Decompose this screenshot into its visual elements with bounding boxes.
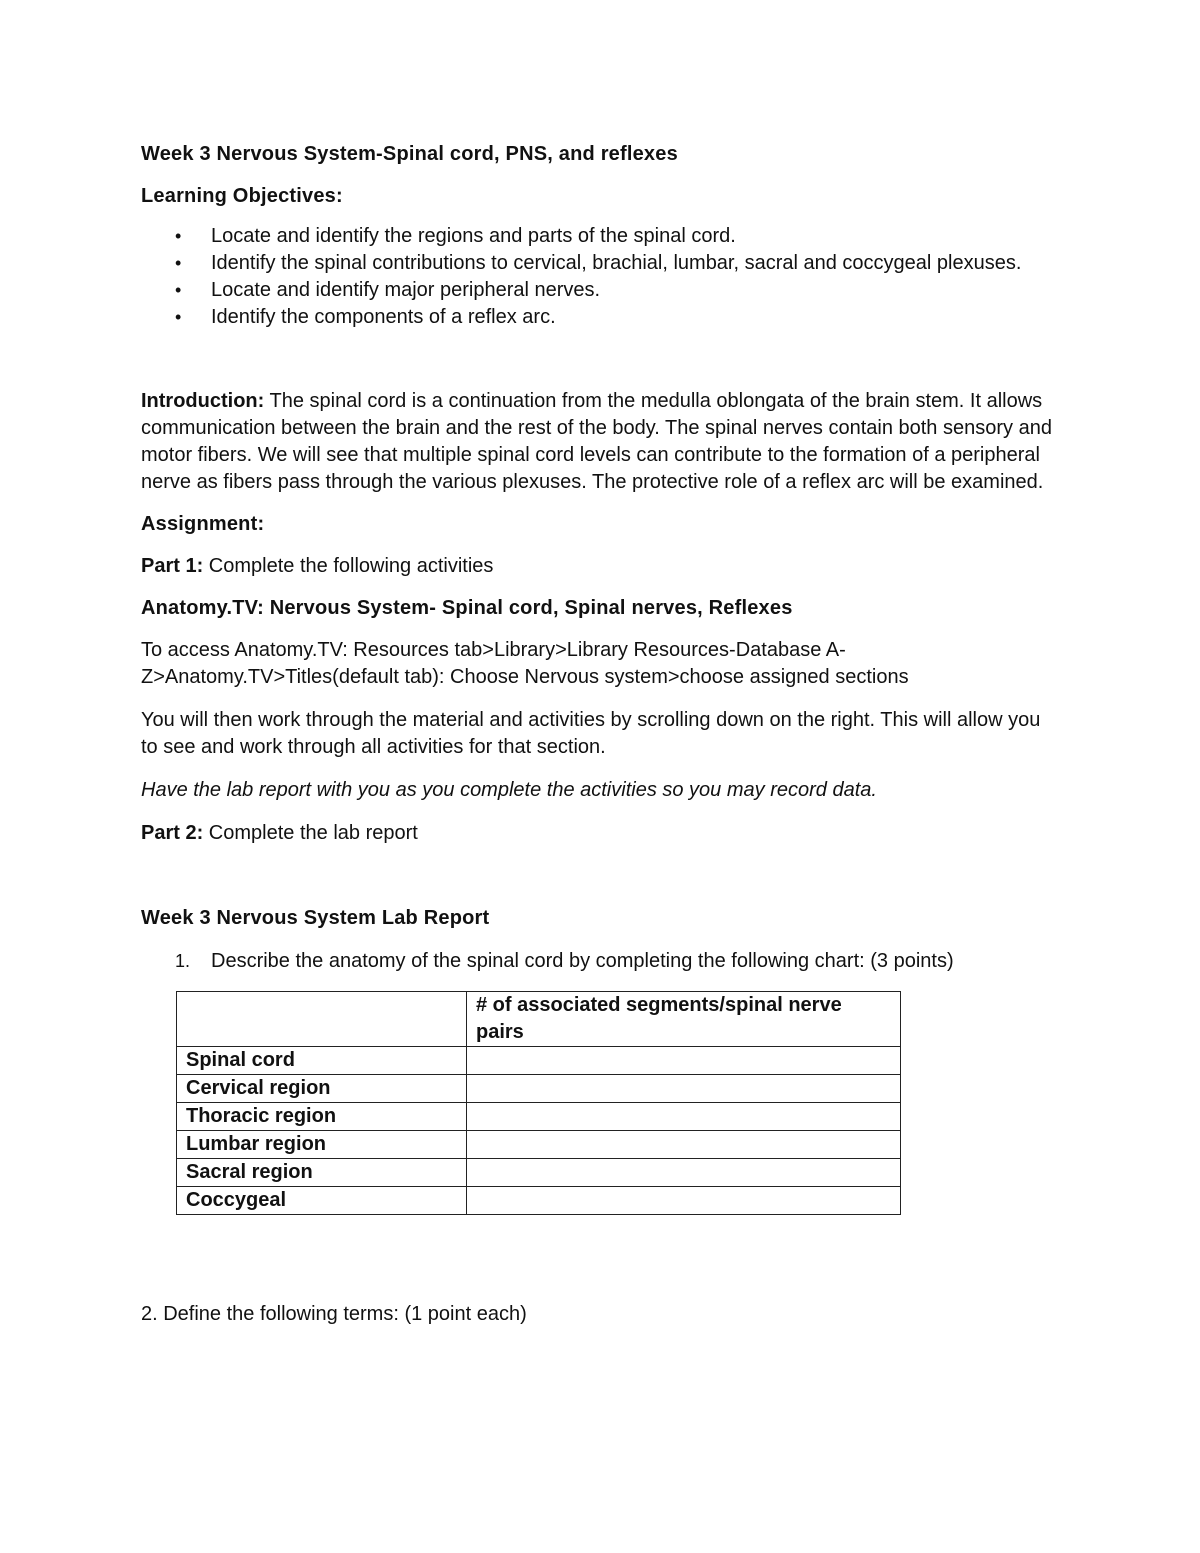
answer-cell[interactable] (467, 1159, 901, 1187)
bullet-icon: • (175, 280, 182, 300)
learning-objectives-list (141, 223, 1061, 331)
row-label: Cervical region (177, 1075, 467, 1103)
part1-label: Part 1: (141, 555, 204, 577)
objective-text: Identify the components of a reflex arc. (211, 306, 556, 328)
bullet-icon: • (175, 226, 182, 246)
question-1-number: 1. (175, 951, 191, 971)
answer-cell[interactable] (467, 1131, 901, 1159)
part1-paragraph (141, 553, 1061, 580)
access-instructions (141, 637, 1061, 691)
question-2: 2. Define the following terms: (1 point each) (141, 1303, 527, 1325)
part2-text: Complete the lab report (203, 822, 418, 844)
part2-paragraph (141, 820, 1061, 847)
answer-cell[interactable] (467, 1047, 901, 1075)
answer-cell[interactable] (467, 1187, 901, 1215)
table-row (177, 1075, 901, 1103)
document-body (141, 141, 1061, 1328)
answer-cell[interactable] (467, 1103, 901, 1131)
spinal-cord-chart (176, 991, 901, 1215)
table-header-cell: # of associated segments/spinal nerve pairs (467, 992, 901, 1047)
learning-objectives-heading: Learning Objectives: (141, 185, 343, 207)
row-label: Sacral region (177, 1159, 467, 1187)
anatomy-heading: Anatomy.TV: Nervous System- Spinal cord, Spinal nerves, Reflexes (141, 597, 793, 619)
question-1-text: Describe the anatomy of the spinal cord by completing the following chart: (3 points) (211, 950, 954, 972)
access-line-2: Z>Anatomy.TV>Titles(default tab): Choose Nervous system>choose assigned sections (141, 666, 909, 688)
work-paragraph: You will then work through the material and activities by scrolling down on the right. This will allow you to see and work through all activities for that section. (141, 709, 1041, 758)
document-title: Week 3 Nervous System-Spinal cord, PNS, and reflexes (141, 143, 678, 165)
table-row (177, 1047, 901, 1075)
part1-text: Complete the following activities (203, 555, 494, 577)
list-item (141, 304, 1061, 331)
report-title: Week 3 Nervous System Lab Report (141, 907, 490, 929)
introduction-label: Introduction: (141, 390, 265, 412)
list-item (141, 277, 1061, 304)
introduction-text: The spinal cord is a continuation from the medulla oblongata of the brain stem. It allows communication between the brain and the rest of the body. The spinal nerves contain both sensory and motor fibers. We will see that multiple spinal cord levels can contribute to the formation of a peripheral nerve as fibers pass through the various plexuses. The protective role of a reflex arc will be examined. (141, 390, 1052, 493)
row-label: Lumbar region (177, 1131, 467, 1159)
access-line-1: To access Anatomy.TV: Resources tab>Library>Library Resources-Database A- (141, 639, 846, 661)
row-label: Coccygeal (177, 1187, 467, 1215)
table-row (177, 1187, 901, 1215)
objective-text: Locate and identify major peripheral nerves. (211, 279, 601, 301)
row-label: Spinal cord (177, 1047, 467, 1075)
objective-text: Identify the spinal contributions to cervical, brachial, lumbar, sacral and coccygeal plexuses. (211, 252, 1022, 274)
list-item (141, 223, 1061, 250)
table-header-row (177, 992, 901, 1047)
table-row (177, 1159, 901, 1187)
table-row (177, 1131, 901, 1159)
row-label: Thoracic region (177, 1103, 467, 1131)
introduction-paragraph (141, 388, 1061, 496)
bullet-icon: • (175, 307, 182, 327)
list-item (141, 250, 1061, 277)
assignment-heading: Assignment: (141, 513, 265, 535)
question-1 (141, 948, 1061, 975)
part2-label: Part 2: (141, 822, 204, 844)
answer-cell[interactable] (467, 1075, 901, 1103)
table-row (177, 1103, 901, 1131)
table-header-cell (177, 992, 467, 1047)
objective-text: Locate and identify the regions and parts of the spinal cord. (211, 225, 736, 247)
lab-note: Have the lab report with you as you complete the activities so you may record data. (141, 779, 877, 801)
bullet-icon: • (175, 253, 182, 273)
